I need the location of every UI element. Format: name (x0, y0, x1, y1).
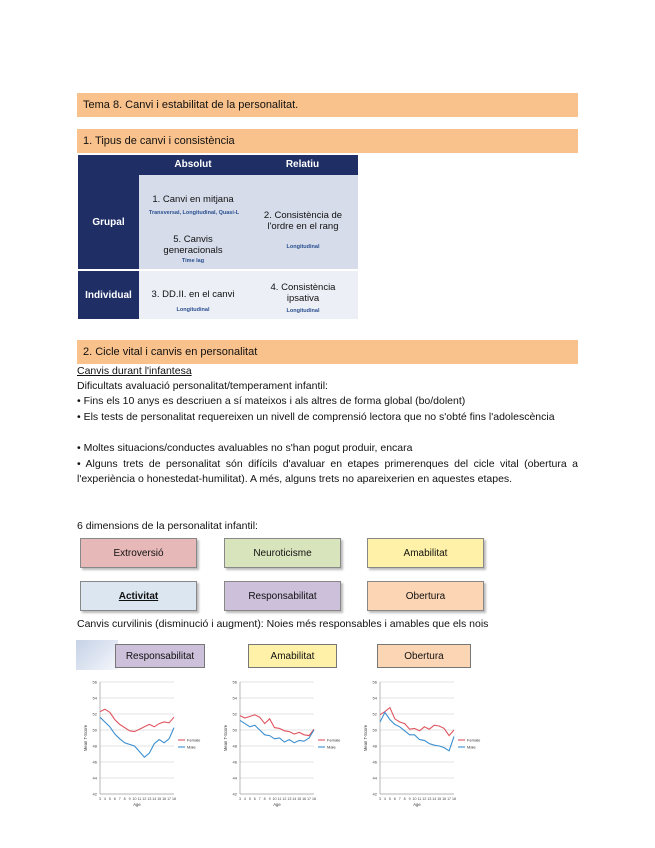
dimension-neuroticisme: Neuroticisme (224, 538, 341, 568)
change-types-table (78, 155, 358, 319)
cell-canvi-mitjana-methods: Transversal, Longitudinal, Quasi-L (148, 210, 240, 216)
x-tick-label: 3 (379, 797, 381, 801)
x-tick-label: 6 (253, 797, 256, 801)
x-axis-label: Age (413, 802, 421, 807)
y-tick-label: 54 (92, 695, 97, 701)
x-tick-label: 15 (437, 797, 442, 801)
x-tick-label: 4 (243, 797, 246, 801)
chart-label-obertura: Obertura (377, 644, 471, 668)
y-tick-label: 54 (372, 695, 377, 701)
cell-dd-ii-canvi: 3. DD.II. en el canvi (151, 289, 235, 300)
bullet-trets-dificils: • Alguns trets de personalitat són difícils d'avaluar en etapes primerenques del cicle vital (obertura a l'experiència o honestedat-humilitat). A més, alguns trets no apareixerien en aquestes etapes. (77, 458, 578, 486)
cell-dd-ii-canvi-method: Longitudinal (176, 307, 210, 313)
series-line-female (240, 715, 314, 736)
x-tick-label: 7 (398, 797, 401, 801)
y-tick-label: 46 (372, 759, 377, 765)
x-tick-label: 7 (118, 797, 121, 801)
x-tick-label: 4 (103, 797, 106, 801)
cell-consistencia-ipsativa: 4. Consistència ipsativa (270, 282, 336, 304)
x-tick-label: 6 (113, 797, 116, 801)
x-tick-label: 13 (147, 797, 152, 801)
x-tick-label: 17 (447, 797, 452, 801)
cell-consistencia-ordre-rang-method: Longitudinal (286, 244, 320, 250)
dimension-obertura: Obertura (367, 581, 484, 611)
dims-intro: 6 dimensions de la personalitat infantil: (77, 520, 258, 532)
dimension-extroversio: Extroversió (80, 538, 197, 568)
cell-canvis-generacionals-method: Time lag (181, 258, 205, 264)
curvilinear-changes-text: Canvis curvilinis (disminució i augment): Noies més responsables i amables que els nois (77, 618, 489, 630)
legend-label-male: Male (467, 744, 476, 750)
chart-amabilitat (222, 678, 354, 808)
cell-consistencia-ipsativa-method: Longitudinal (286, 308, 320, 314)
x-tick-label: 12 (422, 797, 427, 801)
x-tick-label: 3 (99, 797, 101, 801)
legend-label-female: Female (187, 737, 201, 743)
chart-obertura (362, 678, 494, 808)
x-tick-label: 14 (292, 797, 297, 801)
y-tick-label: 52 (92, 711, 97, 717)
table-row-grupal: Grupal (78, 175, 139, 269)
cell-consistencia-ordre-rang: 2. Consistència de l'ordre en el rang (263, 210, 343, 232)
x-tick-label: 14 (152, 797, 157, 801)
x-tick-label: 14 (432, 797, 437, 801)
y-tick-label: 52 (232, 711, 237, 717)
section-title-tema8: Tema 8. Canvi i estabilitat de la personalitat. (77, 93, 578, 117)
y-axis-label: Mean T-Score (223, 724, 228, 752)
y-tick-label: 50 (372, 727, 377, 733)
x-tick-label: 15 (157, 797, 162, 801)
intro-dificultats: Dificultats avaluació personalitat/temperament infantil: (77, 380, 328, 392)
x-tick-label: 16 (442, 797, 447, 801)
x-tick-label: 4 (383, 797, 386, 801)
x-tick-label: 17 (167, 797, 172, 801)
y-tick-label: 42 (372, 791, 377, 797)
x-axis-label: Age (273, 802, 281, 807)
x-tick-label: 5 (248, 797, 251, 801)
bullet-comprensio-lectora: • Els tests de personalitat requereixen un nivell de comprensió lectora que no s'obté fins l'adolescència (77, 411, 555, 423)
decorative-swoosh (76, 640, 118, 670)
legend-label-male: Male (327, 744, 336, 750)
x-tick-label: 12 (142, 797, 147, 801)
x-tick-label: 16 (162, 797, 167, 801)
section-title-cicle-vital: 2. Cicle vital i canvis en personalitat (77, 340, 578, 364)
x-tick-label: 10 (132, 797, 137, 801)
x-tick-label: 16 (302, 797, 307, 801)
y-axis-label: Mean T-Score (83, 724, 88, 752)
y-tick-label: 48 (92, 743, 97, 749)
x-tick-label: 11 (277, 797, 282, 801)
y-tick-label: 48 (232, 743, 237, 749)
x-tick-label: 9 (408, 797, 411, 801)
x-tick-label: 12 (282, 797, 287, 801)
x-tick-label: 7 (258, 797, 261, 801)
y-tick-label: 48 (372, 743, 377, 749)
x-tick-label: 5 (388, 797, 391, 801)
y-tick-label: 42 (232, 791, 237, 797)
y-tick-label: 50 (92, 727, 97, 733)
table-corner (78, 155, 139, 175)
table-header-relatiu: Relatiu (247, 155, 358, 175)
legend-label-male: Male (187, 744, 196, 750)
y-tick-label: 50 (232, 727, 237, 733)
x-axis-label: Age (133, 802, 141, 807)
x-tick-label: 18 (312, 797, 316, 801)
chart-responsabilitat (82, 678, 214, 808)
chart-label-responsabilitat: Responsabilitat (115, 644, 205, 668)
section-title-tipus-canvi: 1. Tipus de canvi i consistència (77, 129, 578, 153)
x-tick-label: 18 (452, 797, 456, 801)
cell-canvis-generacionals: 5. Canvis generacionals (163, 234, 223, 256)
x-tick-label: 8 (403, 797, 406, 801)
chart-label-amabilitat: Amabilitat (248, 644, 337, 668)
x-tick-label: 13 (427, 797, 432, 801)
dimension-responsabilitat: Responsabilitat (224, 581, 341, 611)
x-tick-label: 10 (412, 797, 417, 801)
y-tick-label: 42 (92, 791, 97, 797)
y-tick-label: 44 (92, 775, 97, 781)
series-line-male (380, 712, 454, 750)
dimension-activitat: Activitat (80, 581, 197, 611)
x-tick-label: 18 (172, 797, 176, 801)
subheading-infantesa: Canvis durant l'infantesa (77, 365, 192, 377)
series-line-male (240, 720, 314, 742)
x-tick-label: 15 (297, 797, 302, 801)
series-line-male (100, 717, 174, 757)
y-tick-label: 44 (372, 775, 377, 781)
x-tick-label: 9 (268, 797, 271, 801)
y-tick-label: 54 (232, 695, 237, 701)
x-tick-label: 8 (263, 797, 266, 801)
bullet-situacions: • Moltes situacions/conductes avaluables no s'han pogut produir, encara (77, 442, 413, 454)
y-axis-label: Mean T-Score (363, 724, 368, 752)
x-tick-label: 13 (287, 797, 292, 801)
table-header-absolut: Absolut (139, 155, 247, 175)
bullet-descripcio-global: • Fins els 10 anys es descriuen a sí mateixos i als altres de forma global (bo/dolent) (77, 395, 466, 407)
series-line-female (380, 708, 454, 736)
table-row-individual: Individual (78, 269, 139, 319)
x-tick-label: 5 (108, 797, 111, 801)
y-tick-label: 56 (372, 679, 377, 685)
x-tick-label: 17 (307, 797, 312, 801)
y-tick-label: 56 (92, 679, 97, 685)
y-tick-label: 46 (232, 759, 237, 765)
x-tick-label: 6 (393, 797, 396, 801)
cell-canvi-mitjana: 1. Canvi en mitjana (152, 194, 234, 205)
y-tick-label: 56 (232, 679, 237, 685)
legend-label-female: Female (327, 737, 341, 743)
legend-label-female: Female (467, 737, 481, 743)
x-tick-label: 3 (239, 797, 241, 801)
dimension-amabilitat: Amabilitat (367, 538, 484, 568)
y-tick-label: 44 (232, 775, 237, 781)
x-tick-label: 10 (272, 797, 277, 801)
x-tick-label: 11 (417, 797, 422, 801)
x-tick-label: 11 (137, 797, 142, 801)
x-tick-label: 8 (123, 797, 126, 801)
y-tick-label: 46 (92, 759, 97, 765)
x-tick-label: 9 (128, 797, 131, 801)
y-tick-label: 52 (372, 711, 377, 717)
